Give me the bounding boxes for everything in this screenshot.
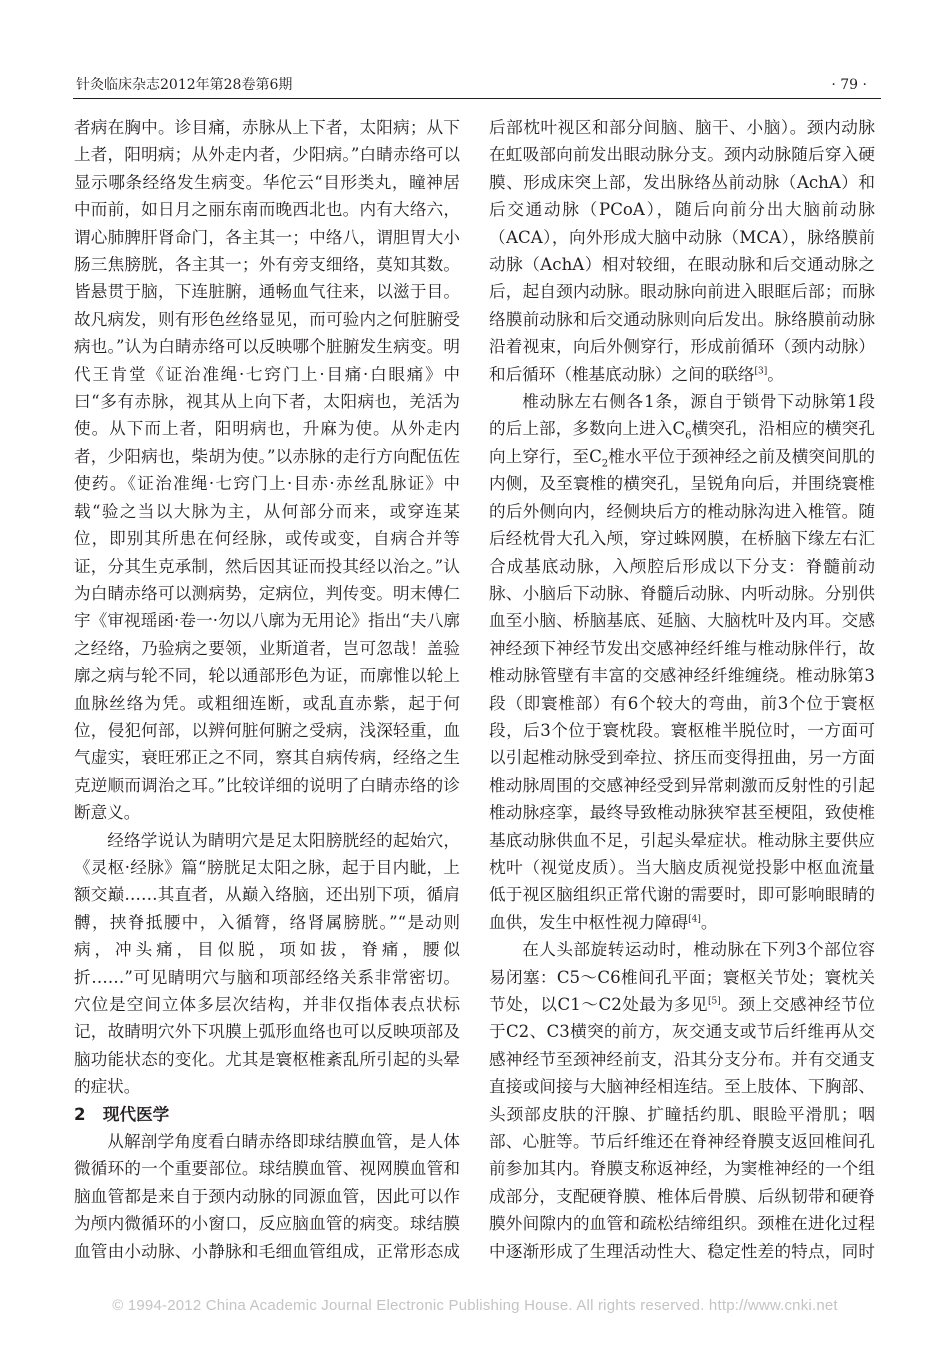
paragraph (489, 936, 875, 1264)
paragraph-text: 者病在胸中。诊目痛，赤脉从上下者，太阳病；从下上者，阳明病；从外走内者，少阳病。”白睛赤络可以显示哪条经络发生病变。华佗云“目形类丸，瞳神居中而前，如日月之丽东南而晚西北也。内有大络六，谓心肺脾肝肾命门，各主其一；中络八，谓胆胃大小肠三焦膀胱，各主其一；外有旁支细络，莫知其数。皆悬贯于脑，下连脏腑，通畅血气往来，以滋于目。故凡病发，则有形色丝络显见，而可验内之何脏腑受病也。”认为白睛赤络可以反映哪个脏腑发生病变。明代王肯堂《证治准绳·七窍门上·目痛·白眼痛》中曰“多有赤脉，视其从上向下者，太阳病也，羌活为使。从下而上者，阳明病也，升麻为使。从外走内者，少阳病也，柴胡为使。”以赤脉的走行方向配伍佐使药。《证治准绳·七窍门上·目赤·赤丝乱脉证》中载“验之当以大脉为主，从何部分而来，或穿连某位，即别其所患在何经脉，或传或变，自病合并等证，分其生克承制，然后因其证而投其经以治之。”认为白睛赤络可以测病势，定病位，判传变。明末傅仁宇《审视瑶函·卷一·勿以八廓为无用论》指出“夫八廓之经络，乃验病之要领，业斯道者，岂可忽哉！盖验廓之病与轮不同，轮以通部形色为证，而廓惟以轮上血脉丝络为凭。或粗细连断，或乱直赤紫，起于何位，侵犯何部，以辨何脏何腑之受病，浅深轻重，血气虚实，衰旺邪正之不同，察其自病传病，经络之生克逆顺而调治之耳。”比较详细的说明了白睛赤络的诊断意义。 (74, 118, 460, 823)
header-rule (73, 98, 881, 99)
paragraph (489, 388, 875, 936)
page-number: · 79 · (831, 77, 867, 93)
section-heading (74, 1101, 460, 1128)
paragraph-text: 后部枕叶视区和部分间脑、脑干、小脑）。颈内动脉在虹吸部向前发出眼动脉分支。颈内动脉随后穿入硬膜、形成床突上部，发出脉络丛前动脉（AchA）和后交通动脉（PCoA），随后向前分出大脑前动脉（ACA），向外形成大脑中动脉（MCA），脉络膜前动脉（AchA）相对较细，在眼动脉和后交通动脉之后，起自颈内动脉。眼动脉向前进入眼眶后部；而脉络膜前动脉和后交通动脉则向后发出。脉络膜前动脉沿着视束，向后外侧穿行，形成前循环（颈内动脉）和后循环（椎基底动脉）之间的联络 (489, 118, 875, 384)
paragraph-text: 椎水平位于颈神经之前及横突间肌的内侧，及至寰椎的横突孔，呈锐角向后，并围绕寰椎的后外侧向内，经侧块后方的椎动脉沟进入椎管。随后经枕骨大孔入颅，穿过蛛网膜，在桥脑下缘左右汇合成基底动脉，入颅腔后形成以下分支：脊髓前动脉、小脑后下动脉、脊髓后动脉、内听动脉。分别供血至小脑、桥脑基底、延脑、大脑枕叶及内耳。交感神经颈下神经节发出交感神经纤维与椎动脉伴行，故椎动脉管壁有丰富的交感神经纤维缠绕。椎动脉第3段（即寰椎部）有6个较大的弯曲，前3个位于寰枢段，后3个位于寰枕段。寰枢椎半脱位时，一方面可以引起椎动脉受到牵拉、挤压而变得扭曲，另一方面椎动脉周围的交感神经受到异常刺激而反射性的引起椎动脉痉挛，最终导致椎动脉狭窄甚至梗阻，致使椎基底动脉供血不足，引起头晕症状。椎动脉主要供应枕叶（视觉皮质）。当大脑皮质视觉投影中枢血流量低于视区脑组织正常代谢的需要时，即可影响眼睛的血供，发生中枢性视力障碍 (489, 446, 875, 932)
running-header-journal: 针灸临床杂志2012年第28卷第6期 (76, 77, 293, 93)
citation-ref[interactable]: [3] (754, 366, 768, 377)
paragraph-text: 。 (700, 912, 718, 932)
paragraph-text: 椎动脉左右侧各1条，源自于锁骨下动脉第1段的后上部，多数向上进入C (489, 392, 875, 439)
subscript: 2 (601, 458, 609, 470)
section-number: 2 (74, 1104, 86, 1124)
paragraph-text: 经络学说认为睛明穴是足太阳膀胱经的起始穴，《灵枢·经脉》篇“膀胱足太阳之脉，起于目内眦，上额交巅……其直者，从巅入络脑，还出别下项，循肩髆，挟脊抵腰中，入循膂，络肾属膀胱。”“是动则病，冲头痛，目似脱，项如拔，脊痛，腰似折……”可见睛明穴与脑和项部经络关系非常密切。穴位是空间立体多层次结构，并非仅指体表点状标记，故睛明穴外下巩膜上弧形血络也可以反映项部及脑功能状态的变化。尤其是寰枢椎紊乱所引起的头晕的症状。 (74, 830, 460, 1097)
paragraph-text: 在人头部旋转运动时，椎动脉在下列3个部位容易闭塞：C5～C6椎间孔平面；寰枢关节处；寰枕关节处，以C1～C2处最为多见 (489, 940, 875, 1014)
paragraph-text: 。颈上交感神经节位于C2、C3横突的前方，灰交通支或节后纤维再从交感神经节至颈神经前支，沿其分支分布。并有交通支直接或间接与大脑神经相连结。至上肢体、下胸部、头颈部皮肤的汗腺、扩瞳括约肌、眼睑平滑肌；咽部、心脏等。节后纤维还在脊神经脊膜支返回椎间孔前参加其内。脊膜支称返神经，为窦椎神经的一个组成部分，支配硬脊膜、椎体后骨膜、后纵韧带和硬脊膜外间隙内的血管和疏松结缔组织。颈椎在进化过程中逐渐形成了生理活动性大、稳定性差的特点，同时 (489, 995, 875, 1261)
paragraph-text: 。 (767, 364, 784, 384)
paragraph (74, 827, 460, 1101)
paragraph-text: 从解剖学角度看白睛赤络即球结膜血管，是人体微循环的一个重要部位。球结膜血管、视网膜血管和脑血管都是来自于颈内动脉的同源血管，因此可以作为颅内微循环的小窗口，反应脑血管的病变。球结膜血管由小动脉、小静脉和毛细血管组成，正常形态成 (74, 1132, 460, 1261)
subscript: 6 (685, 430, 692, 442)
copyright-footer: © 1994-2012 China Academic Journal Electronic Publishing House. All rights reserved. http://www.cnki.net (112, 1297, 838, 1314)
paragraph (74, 114, 460, 827)
paragraph (489, 114, 875, 388)
citation-ref[interactable]: [4] (688, 914, 701, 925)
right-column (489, 114, 875, 1264)
citation-ref[interactable]: [5] (708, 996, 721, 1007)
left-column (74, 114, 460, 1264)
section-title: 现代医学 (102, 1104, 170, 1124)
paragraph (74, 1128, 460, 1264)
paragraph-text: 横突孔，沿相应的横突孔向上穿行，至C (489, 419, 875, 466)
